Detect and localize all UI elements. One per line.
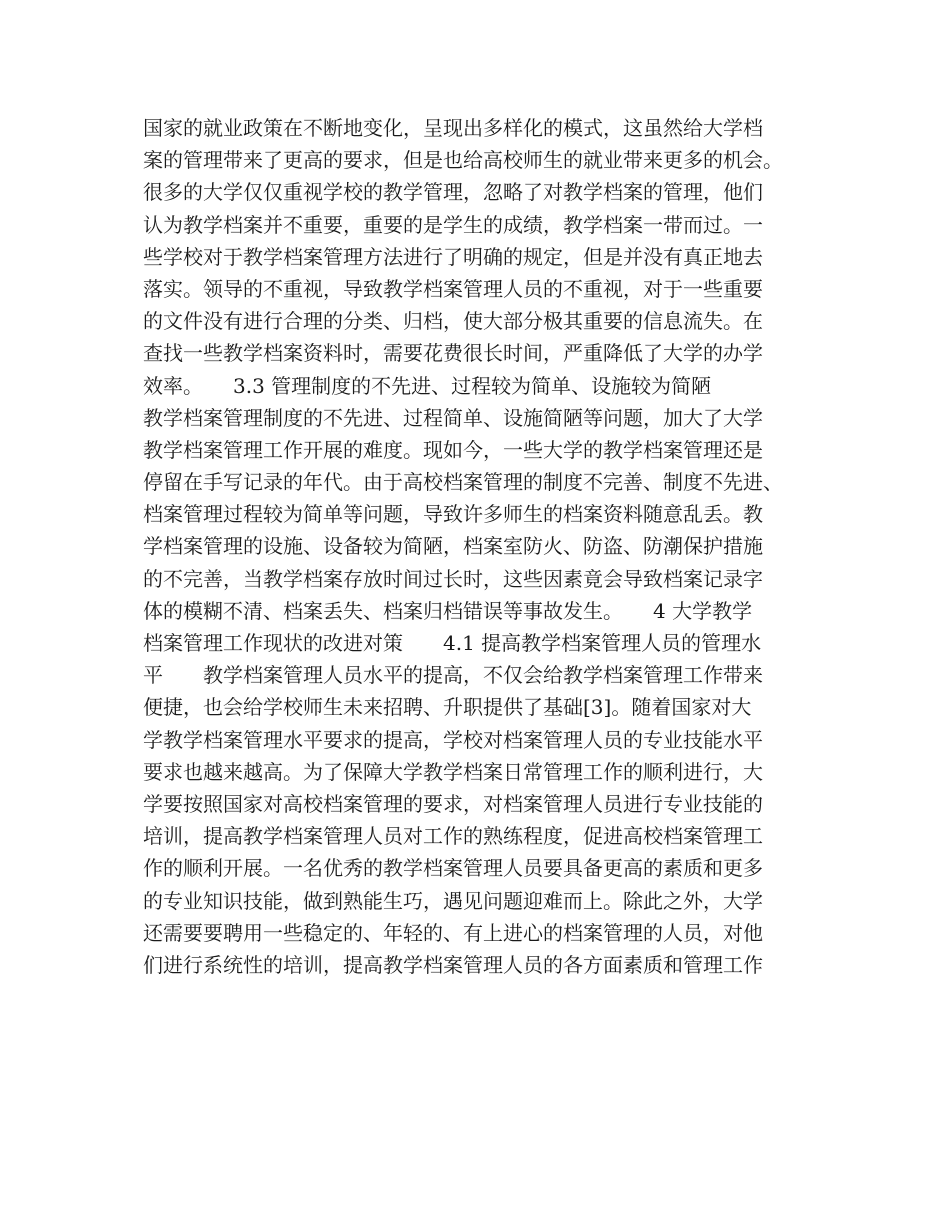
- text-line: 还需要要聘用一些稳定的、年轻的、有上进心的档案管理的人员，对他: [143, 920, 763, 945]
- body-text: [143, 112, 823, 981]
- text-line: 学档案管理的设施、设备较为简陋，档案室防火、防盗、防潮保护措施: [143, 534, 763, 559]
- text-line: 的专业知识技能，做到熟能生巧，遇见问题迎难而上。除此之外，大学: [143, 888, 763, 913]
- text-line: 平 教学档案管理人员水平的提高，不仅会给教学档案管理工作带来: [143, 663, 763, 688]
- text-line: 便捷，也会给学校师生未来招聘、升职提供了基础[3]。随着国家对大: [143, 695, 752, 720]
- text-line: 培训，提高教学档案管理人员对工作的熟练程度，促进高校档案管理工: [143, 824, 763, 849]
- text-line: 落实。领导的不重视，导致教学档案管理人员的不重视，对于一些重要: [143, 276, 763, 301]
- text-line: 们进行系统性的培训，提高教学档案管理人员的各方面素质和管理工作: [143, 952, 763, 977]
- text-line: 案的管理带来了更高的要求，但是也给高校师生的就业带来更多的机会。: [143, 148, 783, 173]
- text-line: 效率。 3.3 管理制度的不先进、过程较为简单、设施较为简陋: [143, 373, 712, 398]
- text-line: 档案管理过程较为简单等问题，导致许多师生的档案资料随意乱丢。教: [143, 502, 763, 527]
- text-line: 些学校对于教学档案管理方法进行了明确的规定，但是并没有真正地去: [143, 244, 763, 269]
- text-line: 学要按照国家对高校档案管理的要求，对档案管理人员进行专业技能的: [143, 791, 763, 816]
- text-line: 教学档案管理制度的不先进、过程简单、设施简陋等问题，加大了大学: [143, 405, 763, 430]
- text-line: 作的顺利开展。一名优秀的教学档案管理人员要具备更高的素质和更多: [143, 856, 763, 881]
- text-line: 档案管理工作现状的改进对策 4.1 提高教学档案管理人员的管理水: [143, 631, 762, 655]
- text-line: 停留在手写记录的年代。由于高校档案管理的制度不完善、制度不先进、: [143, 470, 783, 495]
- text-line: 国家的就业政策在不断地变化，呈现出多样化的模式，这虽然给大学档: [143, 116, 763, 140]
- text-line: 要求也越来越高。为了保障大学教学档案日常管理工作的顺利进行，大: [143, 759, 763, 784]
- text-line: 体的模糊不清、档案丢失、档案归档错误等事故发生。 4 大学教学: [143, 598, 753, 623]
- text-line: 学教学档案管理水平要求的提高，学校对档案管理人员的专业技能水平: [143, 727, 763, 752]
- text-line: 查找一些教学档案资料时，需要花费很长时间，严重降低了大学的办学: [143, 341, 763, 366]
- text-line: 的文件没有进行合理的分类、归档，使大部分极其重要的信息流失。在: [143, 309, 763, 334]
- text-line: 认为教学档案并不重要，重要的是学生的成绩，教学档案一带而过。一: [143, 212, 763, 237]
- text-line: 教学档案管理工作开展的难度。现如今，一些大学的教学档案管理还是: [143, 437, 763, 462]
- text-line: 很多的大学仅仅重视学校的教学管理，忽略了对教学档案的管理，他们: [143, 180, 763, 205]
- text-line: 的不完善，当教学档案存放时间过长时，这些因素竟会导致档案记录字: [143, 566, 763, 591]
